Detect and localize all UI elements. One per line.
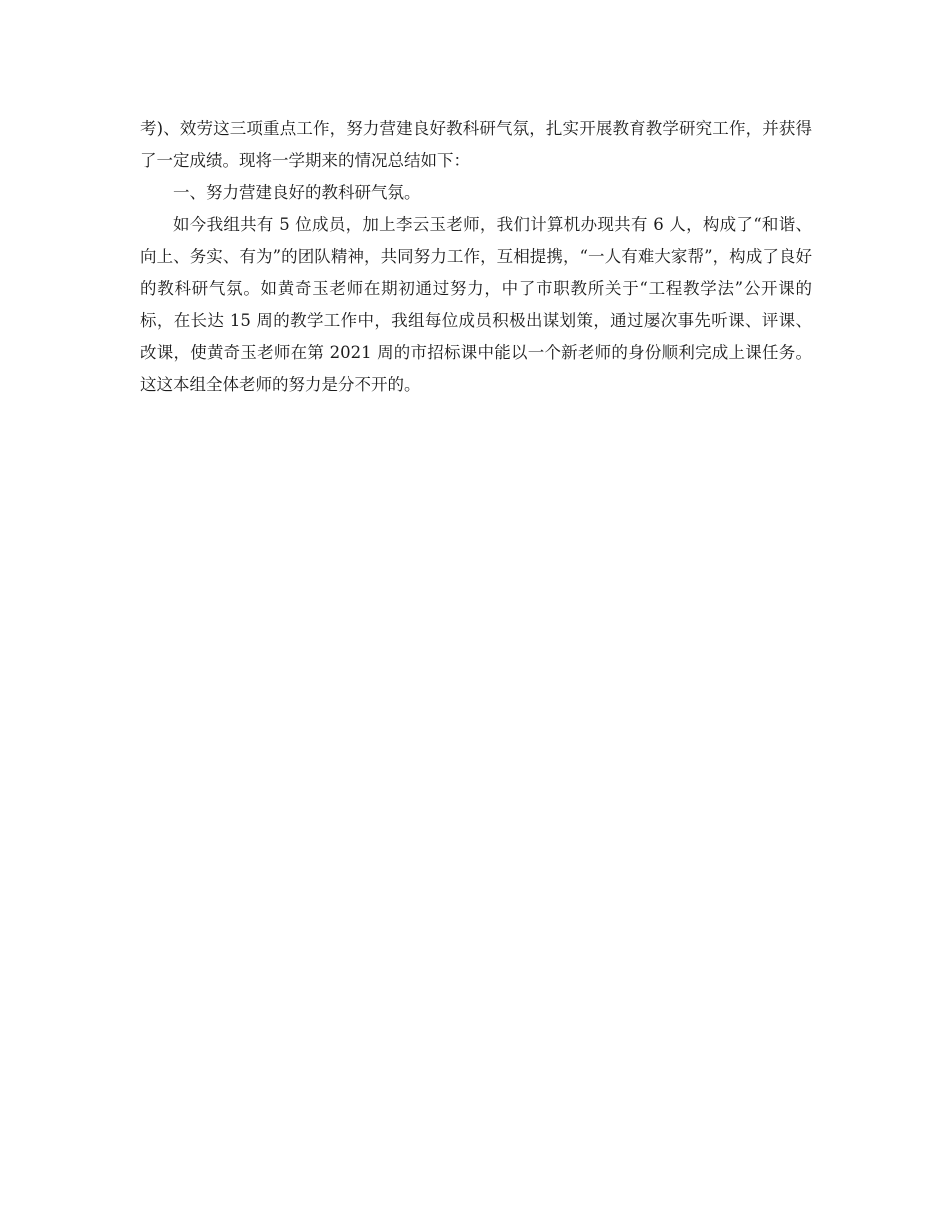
section-heading: 一、努力营建良好的教科研气氛。 (173, 183, 421, 202)
paragraph-continuation: 考)、效劳这三项重点工作，努力营建良好教科研气氛，扎实开展教育教学研究工作，并获得了一定成绩。现将一学期来的情况总结如下： (140, 119, 812, 170)
paragraph-team-summary: 如今我组共有 5 位成员，加上李云玉老师，我们计算机办现共有 6 人，构成了“和谐、向上、务实、有为”的团队精神，共同努力工作，互相提携，“一人有难大家帮”，构成了良好的教科研气氛。如黄奇玉老师在期初通过努力，中了市职教所关于“工程教学法”公开课的标，在长达 15 周的教学工作中，我组每位成员积极出谋划策，通过屡次事先听课、评课、改课，使黄奇玉老师在第 2021 周的市招标课中能以一个新老师的身份顺利完成上课任务。这这本组全体老师的努力是分不开的。 (140, 215, 812, 394)
document-body (140, 113, 812, 401)
